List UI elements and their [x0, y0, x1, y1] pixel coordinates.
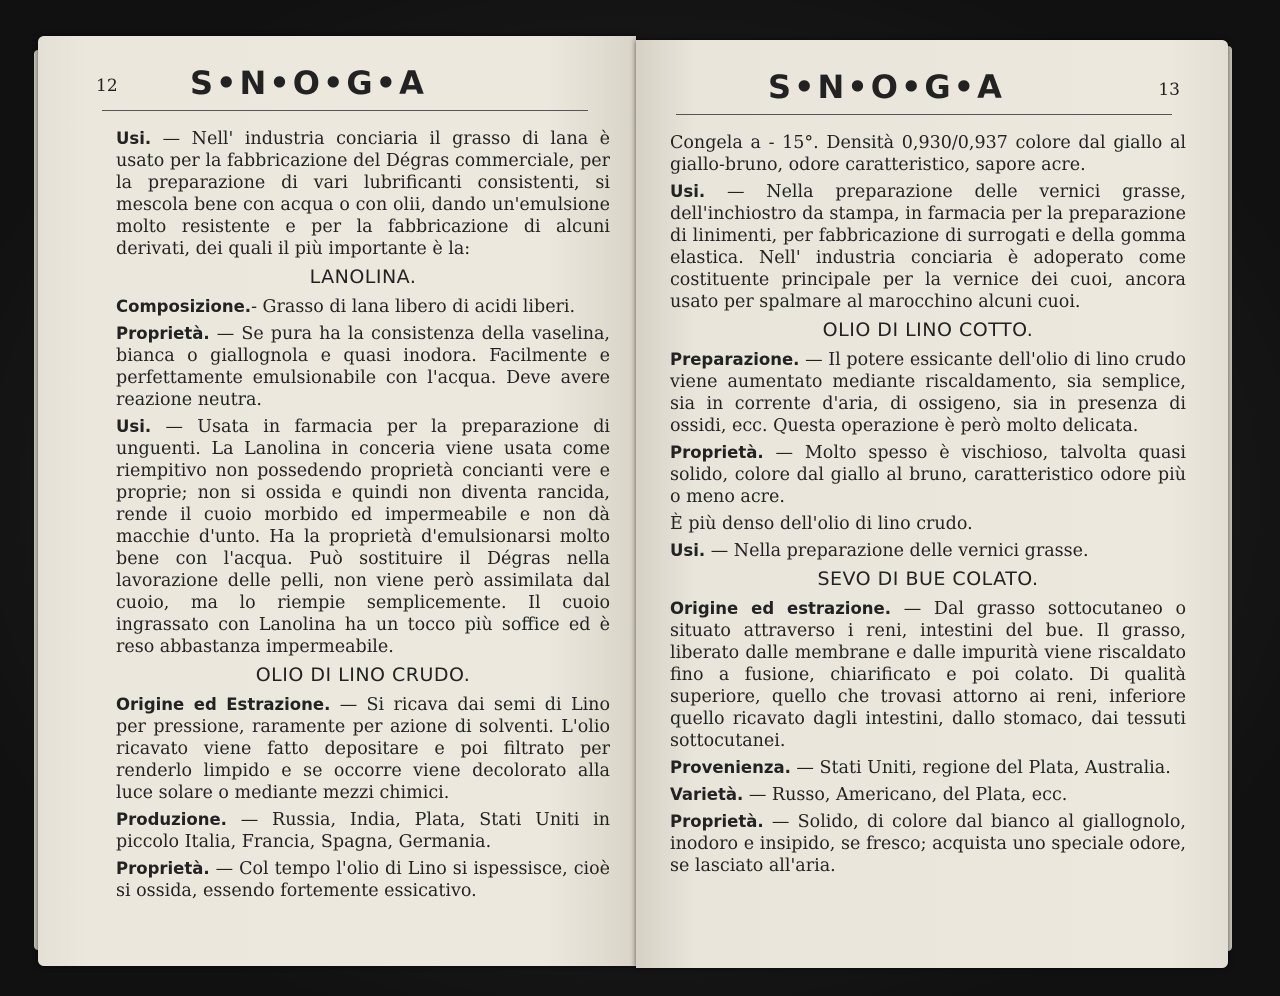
- paragraph-label: Proprietà.: [670, 443, 764, 462]
- right-page-number: 13: [1158, 80, 1180, 100]
- paragraph-label: Provenienza.: [670, 758, 791, 777]
- paragraph-text: Congela a - 15°. Densità 0,930/0,937 colore dal giallo al giallo-bruno, odore caratteristico, sapore acre.: [670, 133, 1186, 175]
- paragraph-label: Preparazione.: [670, 350, 800, 369]
- paragraph-label: Usi.: [670, 541, 706, 560]
- paragraph: [670, 349, 1186, 437]
- paragraph-text: — Il potere essicante dell'olio di lino crudo viene aumentato mediante riscaldamento, sia semplice, sia in corrente d'aria, di ossigeno, sia in presenza di ossidi, ecc. Questa operazione è però molto delicata.: [670, 350, 1186, 436]
- left-page: [38, 36, 636, 966]
- paragraph: [670, 442, 1186, 508]
- paragraph-text: — Solido, di colore dal bianco al giallognolo, inodoro e insipido, se fresco; acquista uno speciale odore, se lasciato all'aria.: [670, 812, 1186, 876]
- paragraph-text: — Usata in farmacia per la preparazione di unguenti. La Lanolina in conceria viene usata come riempitivo non possedendo proprietà concianti vere e proprie; non si ossida e quindi non diventa rancida, rende il cuoio morbido ed impermeabile e non dà macchie d'unto. Ha la proprietà d'emulsionarsi molto bene con l'acqua. Può sostituire il Dégras nella lavorazione delle pelli, non viene però assimilata dal cuoio, ma lo riempie semplicemente. Il cuoio ingrassato con Lanolina ha un tocco più soffice ed è reso abbastanza impermeabile.: [116, 417, 610, 657]
- left-header-rule: [102, 110, 588, 111]
- right-header-rule: [676, 114, 1172, 115]
- paragraph-label: Produzione.: [116, 810, 227, 829]
- paragraph-text: - Grasso di lana libero di acidi liberi.: [251, 297, 576, 317]
- paragraph: [670, 540, 1186, 562]
- right-page: [636, 40, 1228, 968]
- paragraph-label: Usi.: [670, 182, 706, 201]
- paragraph: [116, 323, 610, 411]
- right-page-brand: S•N•O•G•A: [768, 68, 1005, 106]
- paragraph-label: Origine ed Estrazione.: [116, 695, 331, 714]
- right-page-body: [670, 132, 1186, 882]
- paragraph-text: — Col tempo l'olio di Lino si ispessisce, cioè si ossida, essendo fortemente essicativo.: [116, 859, 610, 901]
- paragraph-text: — Dal grasso sottocutaneo o situato attraverso i reni, intestini del bue. Il grasso, liberato dalle membrane e dalle impurità viene riscaldato fino a fusione, chiarificato e poi colato. Di qualità superiore, quello che trovasi attorno ai reni, inferiore quello ricavato dagli intestini, dallo stomaco, dai tessuti sottocutanei.: [670, 599, 1186, 751]
- paragraph-label: Origine ed estrazione.: [670, 599, 891, 618]
- section-heading: LANOLINA.: [309, 266, 417, 288]
- paragraph-text: — Russia, India, Plata, Stati Uniti in piccolo Italia, Francia, Spagna, Germania.: [116, 810, 610, 852]
- paragraph-label: Proprietà.: [116, 859, 210, 878]
- paragraph: [670, 598, 1186, 752]
- section-heading: SEVO DI BUE COLATO.: [817, 568, 1039, 590]
- paragraph: [670, 811, 1186, 877]
- section-heading: OLIO DI LINO CRUDO.: [255, 664, 471, 686]
- left-page-brand: S•N•O•G•A: [190, 64, 427, 102]
- paragraph: [116, 296, 610, 318]
- paragraph-text: È più denso dell'olio di lino crudo.: [670, 514, 973, 534]
- section-heading: OLIO DI LINO COTTO.: [822, 319, 1034, 341]
- paragraph-text: — Nella preparazione delle vernici grasse.: [705, 541, 1089, 561]
- paragraph: [670, 757, 1186, 779]
- paragraph: [670, 181, 1186, 313]
- paragraph-label: Usi.: [116, 129, 152, 148]
- paragraph-text: — Se pura ha la consistenza della vaselina, bianca o giallognola e quasi inodora. Facilmente e perfettamente emulsionabile con l'acqua. Deve avere reazione neutra.: [116, 324, 610, 410]
- paragraph: [116, 416, 610, 658]
- paragraph: [670, 132, 1186, 176]
- paragraph: [116, 858, 610, 902]
- paragraph-text: — Molto spesso è vischioso, talvolta quasi solido, colore dal giallo al bruno, caratteristico odore più o meno acre.: [670, 443, 1186, 507]
- paragraph-text: — Stati Uniti, regione del Plata, Australia.: [790, 758, 1171, 778]
- paragraph-text: — Nella preparazione delle vernici grasse, dell'inchiostro da stampa, in farmacia per la preparazione di linimenti, per fabbricazione di surrogati e della gomma elastica. Nell' industria conciaria è adoperato come costituente principale per la vernice dei cuoi, ancora usato per spalmare al marocchino alcuni cuoi.: [670, 182, 1186, 312]
- paragraph-label: Varietà.: [670, 785, 744, 804]
- right-page-header: [676, 66, 1180, 110]
- left-page-body: [116, 128, 610, 907]
- paragraph-text: — Russo, Americano, del Plata, ecc.: [743, 785, 1068, 805]
- paragraph-text: — Nell' industria conciaria il grasso di lana è usato per la fabbricazione del Dégras commerciale, per la preparazione di vari lubrificanti consistenti, si mescola bene con acqua o con olii, dando un'emulsione molto resistente e per la fabbricazione di alcuni derivati, dei quali il più importante è la:: [116, 129, 610, 259]
- paragraph-text: — Si ricava dai semi di Lino per pressione, raramente per azione di solventi. L'olio ricavato viene fatto depositare e poi filtrato per renderlo limpido e se occorre viene decolorato alla luce solare o mediante mezzi chimici.: [116, 695, 610, 803]
- paragraph: [116, 694, 610, 804]
- paragraph-label: Proprietà.: [670, 812, 764, 831]
- paragraph-label: Composizione.: [116, 297, 252, 316]
- paragraph: [670, 784, 1186, 806]
- paragraph: [116, 809, 610, 853]
- paragraph-label: Usi.: [116, 417, 152, 436]
- left-page-number: 12: [96, 76, 118, 96]
- paragraph-label: Proprietà.: [116, 324, 210, 343]
- left-page-header: [86, 62, 588, 106]
- paragraph: [116, 128, 610, 260]
- paragraph: [670, 513, 1186, 535]
